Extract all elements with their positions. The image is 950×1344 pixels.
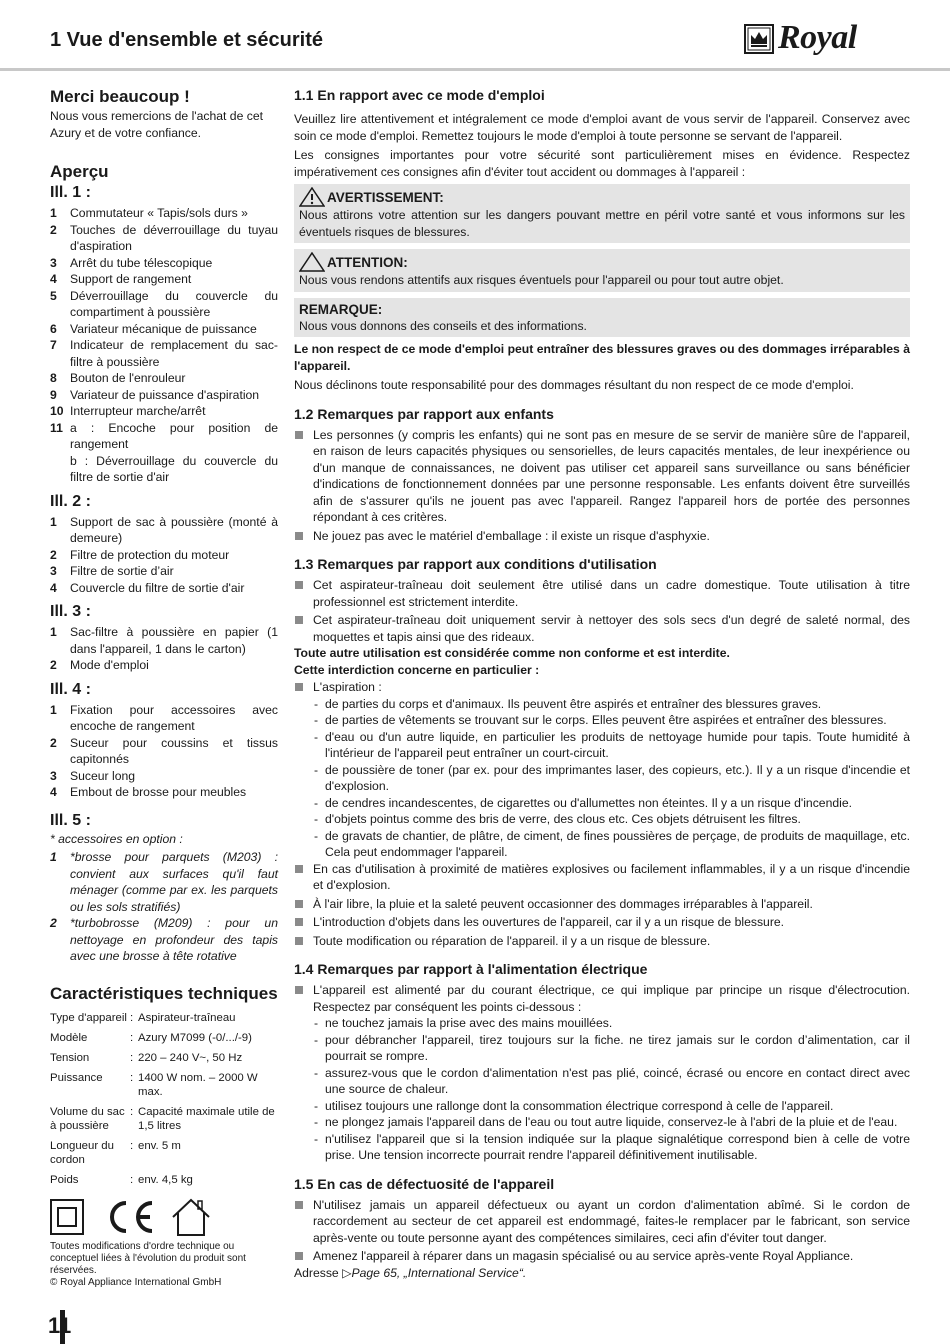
list-item [50,205,278,222]
list-item [50,337,278,370]
dash-item [294,712,910,729]
dash-item [294,795,910,812]
dash-marker: - [314,795,319,810]
overview-heading: Aperçu [50,162,109,181]
dash-marker: - [314,762,319,777]
spec-colon: : [130,1105,134,1118]
dash-text: utilisez toujours une rallonge dont la consommation électrique correspond à celle de l'appareil. [325,1098,834,1113]
item-number: 2 [50,735,57,750]
section-1-3-bullet-1: Cet aspirateur-traîneau doit seulement être utilisé dans un cadre domestique. Toute utilisation à titre professionnel est strictement interdite. [294,577,910,610]
section-1-3-bold-1: Toute autre utilisation est considérée comme non conforme et est interdite. [294,646,730,660]
dash-text: de poussière de toner (par ex. pour des imprimantes laser, des copieurs, etc.). Il y a un risque d'incendie et d'explosion. [325,762,910,793]
spec-colon: : [130,1051,134,1064]
list-item [50,702,278,735]
class-ii-double-square-icon [50,1199,84,1235]
page-reference-link[interactable]: Page 65, „International Service“. [351,1265,527,1280]
item-text: Commutateur « Tapis/sols durs » [70,206,248,220]
item-text: Touches de déverrouillage du tuyau d'aspiration [70,222,278,253]
house-indoor-use-icon [170,1197,212,1237]
dash-item [294,1098,910,1115]
item-number: 4 [50,272,57,286]
spec-value: env. 5 m [138,1139,181,1152]
item-text: Arrêt du tube télescopique [70,255,213,270]
bullet-square-icon [294,612,313,645]
dash-text: assurez-vous que le cordon d'alimentation n'est pas plié, coincé, écrasé ou encore en contact direct avec une source de chaleur. [325,1065,910,1096]
item-text: a : Encoche pour position de rangement [70,420,278,451]
spec-key: Longueur du cordon [50,1139,114,1166]
dash-item [294,1065,910,1098]
list-item [50,271,278,288]
ill3-list [50,624,278,674]
spec-row [50,1173,278,1193]
dash-text: pour débrancher l'appareil, tirez toujours sur la fiche. ne tirez jamais sur le cordon d’alimentation, car il pourrait se rompre. [325,1032,910,1063]
spec-value: Capacité maximale utile de 1,5 litres [138,1105,275,1132]
bullet-square-icon [294,528,313,545]
spec-row [50,1051,278,1071]
list-item [50,784,278,801]
royal-logo [744,19,914,58]
spec-value: env. 4,5 kg [138,1173,193,1186]
section-1-1-heading: 1.1 En rapport avec ce mode d'emploi [294,87,545,103]
list-item [50,420,278,453]
thanks-heading: Merci beaucoup ! [50,87,190,106]
item-text: Indicateur de remplacement du sac-filtre à poussière [70,338,278,369]
dash-text: de parties du corps et d'animaux. Ils peuvent être aspirés et entraîner des blessures graves. [325,696,822,711]
spec-value: Aspirateur-traîneau [138,1011,236,1024]
item-number [50,453,70,486]
note-text: Nous vous donnons des conseils et des informations. [299,318,587,333]
dash-marker: - [314,1098,319,1113]
crown-icon [744,24,774,54]
section-1-3-bullet-7: Toute modification ou réparation de l'appareil. il y a un risque de blessure. [294,933,910,950]
dash-item [294,828,910,861]
section-1-3-heading: 1.3 Remarques par rapport aux conditions d'utilisation [294,556,657,572]
copyright: © Royal Appliance International GmbH [50,1276,222,1288]
page-reference-arrow-icon: ▷ [342,1265,352,1280]
item-text: Embout de brosse pour meubles [70,785,247,799]
bullet-square-icon [294,896,313,913]
item-text: b : Déverrouillage du couvercle du filtre de sortie d'air [70,453,278,484]
dash-item [294,696,910,713]
item-text: *brosse pour parquets (M203) : convient aux surfaces qu'il faut ménager (comme par ex. les parquets ou les sols stratifiés) [70,850,278,914]
item-text: Filtre de protection du moteur [70,547,230,562]
attention-box [294,249,910,292]
list-item [50,255,278,272]
spec-key: Type d'appareil [50,1011,127,1024]
ill1-heading: Ill. 1 : [50,184,91,201]
section-1-3-bullet-3: L'aspiration : [294,679,910,696]
item-number: 1 [50,206,57,220]
dash-marker: - [314,1016,319,1030]
specs-heading: Caractéristiques techniques [50,983,278,1003]
page-header [0,0,950,71]
item-number: 11 [50,420,63,435]
list-item [50,915,278,965]
item-number: 1 [50,625,57,639]
dash-marker: - [314,1065,319,1080]
dash-item [294,1015,910,1032]
section-1-3-bold-2: Cette interdiction concerne en particulier : [294,662,540,677]
list-item [50,453,278,486]
right-column [294,86,910,1281]
section-1-1-para-3: Nous déclinons toute responsabilité pour des dommages résultant du non respect de ce mode d'emploi. [294,378,854,392]
section-1-2-heading: 1.2 Remarques par rapport aux enfants [294,405,554,422]
list-item [50,288,278,321]
item-text: Filtre de sortie d’air [70,564,174,578]
attention-title: ATTENTION: [327,254,408,270]
logo-wordmark: Royal [778,19,857,56]
bullet-square-icon [294,679,313,696]
list-item [50,547,278,564]
section-1-1-warning-bold: Le non respect de ce mode d'emploi peut entraîner des blessures graves ou des dommages irréparables à l'appareil. [294,342,910,373]
specs-table [50,1011,278,1193]
item-number: 2 [50,222,57,237]
dash-item [294,1131,910,1164]
spec-colon: : [130,1173,134,1186]
page-title: 1 Vue d'ensemble et sécurité [50,29,324,51]
item-number: 5 [50,288,57,303]
dash-item [294,1114,910,1131]
dash-text: d'objets pointus comme des bris de verre, des clous etc. Ces objets détruisent les filtres. [325,812,801,826]
bullet-square-icon [294,861,313,894]
bullet-square-icon [294,982,313,1015]
warning-text: Nous attirons votre attention sur les dangers pouvant mettre en péril votre santé et vous informons sur les éventuels risques de blessures. [299,208,905,239]
bullet-square-icon [294,577,313,610]
item-text: Interrupteur marche/arrêt [70,404,206,418]
spec-row [50,1011,278,1031]
list-item [50,403,278,420]
section-1-1-para-1: Veuillez lire attentivement et intégralement ce mode d'emploi avant de vous servir de l'appareil. Conservez avec soin ce mode d'emploi. Remettez toujours le mode d'emploi à toute personne se servant de l'appareil. [294,112,910,143]
item-number: 1 [50,702,57,717]
section-1-3-bullet-2: Cet aspirateur-traîneau doit uniquement servir à nettoyer des sols secs d'un degré de saleté normal, des moquettes et tapis ainsi que des rideaux. [294,612,910,645]
item-number: 3 [50,255,57,270]
dash-marker: - [314,812,319,826]
item-text: Mode d'emploi [70,658,149,672]
spec-row [50,1071,278,1105]
item-text: Support de sac à poussière (monté à demeure) [70,514,278,545]
item-text: *turbobrosse (M209) : pour un nettoyage en profondeur des tapis avec une brosse à tête rotative [70,916,278,963]
dash-marker: - [314,828,319,843]
item-text: Support de rangement [70,272,192,286]
spec-key: Poids [50,1173,79,1186]
list-item [50,624,278,657]
item-number: 9 [50,387,57,402]
service-address-reference [294,1265,910,1282]
bullet-square-icon [294,427,313,526]
spec-row [50,1105,278,1139]
section-1-3-bullet-4: En cas d'utilisation à proximité de matières explosives ou facilement inflammables, il y a un risque d'incendie et d'explosion. [294,861,910,894]
item-number: 2 [50,547,57,562]
dash-item [294,762,910,795]
item-number: 2 [50,916,57,930]
changes-footnote: Toutes modifications d'ordre technique ou conceptuel liées à l'évolution du produit sont réservées. [50,1240,246,1276]
item-number: 4 [50,785,57,799]
ill2-heading: Ill. 2 : [50,492,91,510]
spec-colon: : [130,1031,134,1044]
note-title: REMARQUE: [299,301,383,317]
list-item [50,849,278,915]
spec-value: Azury M7099 (-0/.../-9) [138,1031,252,1044]
dash-marker: - [314,1115,319,1129]
item-number: 1 [50,514,57,529]
warning-triangle-icon [299,187,325,207]
item-text: Suceur long [70,768,136,783]
bullet-square-icon [294,914,313,931]
section-1-4-dash-list [294,1015,910,1164]
dash-text: n'utilisez l'appareil que si la tension indiquée sur la plaque signalétique correspond bien à celle de votre prise. Une tension incorrecte pourrait rendre l'appareil définitivement inutilisable. [325,1131,910,1162]
ill4-list [50,702,278,801]
item-number: 1 [50,850,57,864]
attention-text: Nous vous rendons attentifs aux risques éventuels pour l'appareil ou pour tout autre objet. [299,273,784,287]
dash-item [294,1032,910,1065]
section-1-4-heading: 1.4 Remarques par rapport à l'alimentation électrique [294,961,648,977]
dash-marker: - [314,1032,319,1047]
list-item [50,370,278,387]
spec-colon: : [130,1011,134,1024]
dash-text: de cendres incandescentes, de cigarettes ou d'allumettes non éteintes. Il y a un risque d'incendie. [325,795,853,810]
section-1-5-bullet-2: Amenez l'appareil à réparer dans un magasin spécialisé ou au service après-vente Royal Appliance. [294,1248,910,1265]
dash-marker: - [314,1131,319,1146]
spec-key: Volume du sac à poussière [50,1105,125,1132]
item-number: 8 [50,371,57,385]
section-1-3-bullet-6: L'introduction d'objets dans les ouvertures de l'appareil, car il y a un risque de blessure. [294,914,910,931]
dash-text: ne plongez jamais l'appareil dans de l'eau ou tout autre liquide, conservez-le à l'abri de la pluie et de l'eau. [325,1115,898,1129]
dash-marker: - [314,729,319,744]
bullet-square-icon [294,1197,313,1247]
item-text: Variateur mécanique de puissance [70,321,257,336]
item-number: 3 [50,564,57,578]
left-column [50,86,278,1289]
dash-text: de parties de vêtements se trouvant sur le corps. Elles peuvent être aspirées et entraîner des blessures. [325,713,887,727]
ill5-heading: Ill. 5 : [50,811,91,829]
section-1-3-dash-list [294,696,910,861]
ill5-list [50,849,278,965]
spec-value: 1400 W nom. – 2000 W max. [138,1071,258,1098]
page-number: 11 [48,1313,72,1338]
ill2-list [50,514,278,597]
section-1-4-bullet-1: L'appareil est alimenté par du courant électrique, ce qui implique par principe un risque d'électrocution. Respectez par conséquent les points ci-dessous : [294,982,910,1015]
item-number: 2 [50,658,57,672]
section-1-3-bullet-5: À l'air libre, la pluie et la saleté peuvent occasionner des dommages irréparables à l'appareil. [294,896,910,913]
spec-colon: : [130,1071,134,1084]
dash-item [294,729,910,762]
section-1-2-bullet-2: Ne jouez pas avec le matériel d'emballage : il existe un risque d'asphyxie. [294,528,910,545]
certification-marks [50,1197,278,1237]
dash-text: de gravats de chantier, de plâtre, de ciment, de fines poussières de perçage, de produits de maquillage, etc. Cela peut endommager l'appareil. [325,828,910,859]
dash-marker: - [314,696,319,711]
list-item [50,321,278,338]
item-text: Fixation pour accessoires avec encoche de rangement [70,702,278,733]
item-text: Déverrouillage du couvercle du compartiment à poussière [70,288,278,319]
list-item [50,387,278,404]
note-box [294,298,910,338]
section-1-5-bullet-1: N'utilisez jamais un appareil défectueux ou ayant un cordon d'alimentation abîmé. Si le cordon de raccordement au secteur de cet appareil est endommagé, faites-le remplacer par le fabricant, son service après-vente ou toute personne ayant des compétences similaires, ceci afin d'éviter tout danger. [294,1197,910,1247]
spec-value: 220 – 240 V~, 50 Hz [138,1051,243,1064]
bullet-square-icon [294,1248,313,1265]
list-item [50,768,278,785]
list-item [50,563,278,580]
item-number: 3 [50,768,57,783]
item-text: Bouton de l'enrouleur [70,371,186,385]
list-item [50,222,278,255]
item-number: 7 [50,338,57,352]
warning-box [294,184,910,243]
ill5-note: * accessoires en option : [50,831,183,846]
spec-key: Puissance [50,1071,103,1084]
section-1-1-para-2: Les consignes importantes pour votre sécurité sont particulièrement mises en évidence. Respectez impérativement ces consignes afin d'éviter tout accident ou dommages à l'appareil : [294,148,910,179]
item-number: 6 [50,321,57,336]
list-item [50,735,278,768]
list-item [50,580,278,597]
spec-key: Modèle [50,1031,88,1044]
dash-marker: - [314,713,319,727]
spec-row [50,1139,278,1173]
item-number: 4 [50,580,57,595]
bullet-square-icon [294,933,313,950]
thanks-text: Nous vous remercions de l'achat de cet Azury et de votre confiance. [50,109,264,140]
item-text: Couvercle du filtre de sortie d'air [70,580,245,595]
warning-title: AVERTISSEMENT: [327,189,444,205]
item-text: Variateur de puissance d'aspiration [70,387,260,402]
section-1-5-heading: 1.5 En cas de défectuosité de l'appareil [294,1175,555,1192]
item-number: 10 [50,404,64,418]
section-1-2-bullet-1: Les personnes (y compris les enfants) qui ne sont pas en mesure de se servir de manière sûre de l'appareil, en raison de leurs capacités physiques ou sensorielles, de leurs capacités mentales, de leur inexpérience ou d'un manque de connaissances, ne doivent pas utiliser cet appareil sans surveillance ou sans bénéficier d'indications de fonctionnement données par une personne responsable. Les enfants doivent être surveillés afin de s'assurer qu'ils ne jouent pas avec l'appareil. Rangez l'appareil hors de portée des personnes répondant à ces critères. [294,427,910,526]
dash-text: ne touchez jamais la prise avec des mains mouillées. [325,1016,613,1030]
spec-colon: : [130,1139,134,1152]
ce-mark-icon [106,1199,156,1235]
ill4-heading: Ill. 4 : [50,680,91,698]
ill3-heading: Ill. 3 : [50,603,91,620]
ill1-list [50,205,278,486]
dash-item [294,811,910,828]
list-item [50,657,278,674]
address-label: Adresse [294,1265,343,1280]
item-text: Sac-filtre à poussière en papier (1 dans l'appareil, 1 dans le carton) [70,625,278,656]
spec-key: Tension [50,1051,90,1064]
dash-text: d'eau ou d'un autre liquide, en particulier les produits de nettoyage humide pour tapis. Toute humidité à l'intérieur de l'appareil peut entraîner un court-circuit. [325,729,910,760]
item-text: Suceur pour coussins et tissus capitonnés [70,735,278,766]
attention-triangle-icon [299,252,325,272]
spec-row [50,1031,278,1051]
list-item [50,514,278,547]
